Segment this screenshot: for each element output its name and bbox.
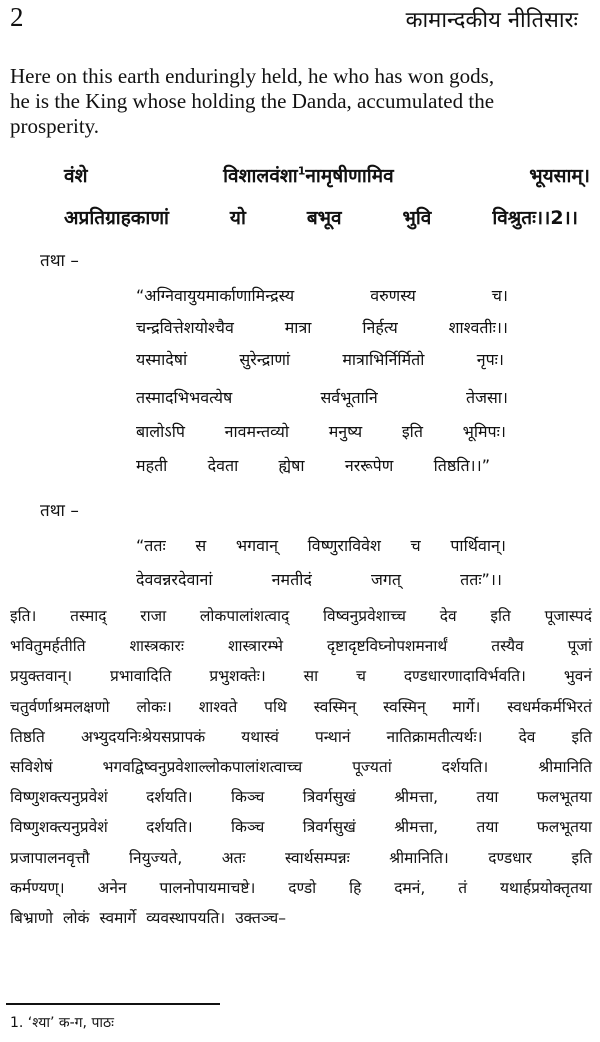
- quote-word: विष्णुराविवेश: [307, 536, 381, 555]
- quote-word: नावमन्तव्यो: [224, 422, 290, 441]
- commentary-word: विष्णुशक्त्यनुप्रवेशं: [10, 818, 108, 837]
- commentary-word: दर्शयति।: [146, 788, 193, 807]
- commentary-line: [10, 902, 592, 932]
- commentary-word: श्रीमानिति: [538, 758, 592, 777]
- commentary-word: इति: [571, 848, 592, 867]
- verse-line-1: [64, 162, 590, 188]
- commentary-word: तया: [476, 818, 499, 837]
- commentary-word: लोकं: [63, 908, 90, 927]
- commentary-word: तिष्ठति: [10, 727, 45, 746]
- quote-line: [136, 316, 508, 338]
- commentary-word: दण्डो: [288, 878, 317, 897]
- quote-word: ह्येषा: [278, 456, 305, 475]
- commentary-word: पथि: [264, 697, 287, 716]
- commentary-word: दण्डधारणादाविर्भवति।: [403, 667, 526, 686]
- quote-word: देववन्नरदेवानां: [136, 570, 213, 589]
- quote-word: तस्मादभिभवत्येष: [136, 388, 233, 407]
- quote-word: बालोऽपि: [136, 422, 185, 441]
- commentary-word: शाश्वते: [198, 697, 238, 716]
- commentary-word: अनेन: [97, 878, 127, 897]
- running-head: कामान्दकीय नीतिसारः: [405, 8, 578, 33]
- commentary-word: अतः: [221, 848, 246, 867]
- commentary-word: भगवद्विष्वनुप्रवेशाल्लोकपालांशत्वाच्च: [102, 758, 303, 777]
- commentary-word: प्रजापालनवृत्तौ: [10, 848, 90, 867]
- commentary-word: सविशेषं: [10, 758, 53, 777]
- commentary-word: देव: [439, 607, 457, 626]
- quote-line: [136, 534, 506, 556]
- quote-word: निर्हत्य: [362, 318, 398, 337]
- commentary-line: [10, 872, 592, 902]
- quote-line: [136, 348, 504, 370]
- commentary-word: भुवनं: [563, 667, 592, 686]
- quote-word: तिष्ठति।।”: [433, 456, 490, 475]
- verse-word: यो: [229, 207, 246, 229]
- commentary-word: देव: [518, 727, 536, 746]
- quote-word: वरुणस्य: [370, 286, 416, 305]
- commentary-word: तं: [458, 878, 468, 897]
- commentary-word: किञ्च: [231, 818, 265, 837]
- commentary-line: [10, 691, 592, 721]
- page-header: [0, 0, 600, 44]
- english-line: prosperity.: [10, 114, 100, 138]
- commentary-word: तया: [476, 788, 499, 807]
- quote-word: “अग्निवायुयमार्काणामिन्द्रस्य: [136, 286, 295, 305]
- quote-word: यस्मादेषां: [136, 350, 188, 369]
- commentary-word: विष्णुशक्त्यनुप्रवेशं: [10, 788, 108, 807]
- commentary-word: भवितुमर्हतीति: [10, 637, 86, 656]
- commentary-word: यथार्हप्रयोक्तृतया: [499, 878, 592, 897]
- quote-word: “ततः: [136, 536, 166, 555]
- quote-word: च: [410, 536, 421, 555]
- commentary-word: मार्गे।: [452, 697, 481, 716]
- commentary-word: लोकपालांशत्वाद्: [199, 607, 290, 626]
- quote-word: मात्रा: [284, 318, 312, 337]
- commentary-word: इति: [571, 727, 592, 746]
- verse-word-part: विशालवंशा: [223, 165, 298, 187]
- commentary-word: च: [356, 667, 366, 686]
- verse-line-2: [64, 204, 578, 230]
- commentary-line: [10, 842, 592, 872]
- tatha-label: तथा –: [40, 501, 79, 521]
- commentary-word: दण्डधार: [488, 848, 533, 867]
- commentary-line: [10, 811, 592, 841]
- commentary-word: प्रभुशक्तेः।: [209, 667, 266, 686]
- commentary-word: स्वस्मिन्: [383, 697, 426, 716]
- commentary-word: फलभूतया: [536, 788, 592, 807]
- commentary-word: इति: [490, 607, 511, 626]
- quote-line: [136, 386, 508, 408]
- verse-word: वंशे: [64, 165, 88, 187]
- quote-word: भगवान्: [235, 536, 279, 555]
- quote-word: नृपः।: [476, 350, 504, 369]
- commentary-word: सा: [303, 667, 319, 686]
- quote-word: शाश्वतीः।।: [448, 318, 508, 337]
- commentary-word: त्रिवर्गसुखं: [302, 818, 356, 837]
- quote-line: [136, 568, 502, 590]
- commentary-word: नातिक्रामतीत्यर्थः।: [386, 727, 483, 746]
- commentary-word: स्वार्थसम्पन्नः: [284, 848, 350, 867]
- verse-word: भुवि: [402, 207, 432, 229]
- quote-word: सुरेन्द्राणां: [239, 350, 291, 369]
- quote-word: पार्थिवान्।: [450, 536, 506, 555]
- commentary-word: व्यवस्थापयति।: [146, 908, 226, 927]
- commentary-word: तस्यैव: [491, 637, 524, 656]
- commentary-word: हि: [349, 878, 362, 897]
- commentary-word: अभ्युदयनिःश्रेयसप्रापकं: [80, 727, 206, 746]
- commentary-word: दर्शयति।: [146, 818, 193, 837]
- commentary-line: [10, 751, 592, 781]
- footnote-marker: 1: [297, 164, 306, 178]
- commentary-word: श्रीमानिति।: [389, 848, 449, 867]
- footnote: 1. ‘श्या’ क-ग, पाठः: [10, 1015, 114, 1031]
- commentary-word: नियुज्यते,: [129, 848, 183, 867]
- tatha-label: तथा –: [40, 251, 79, 271]
- commentary-word: तस्माद्: [70, 607, 107, 626]
- commentary-word: लोकः।: [136, 697, 172, 716]
- commentary-word: पूजास्पदं: [544, 607, 592, 626]
- quote-word: मनुष्य: [328, 422, 363, 441]
- commentary-word: फलभूतया: [536, 818, 592, 837]
- commentary-word: श्रीमत्ता,: [394, 818, 439, 837]
- commentary-word: इति।: [10, 607, 37, 626]
- quote-word: सर्वभूतानि: [320, 388, 378, 407]
- quote-word: नमतीदं: [271, 570, 312, 589]
- english-line: Here on this earth enduringly held, he who has won gods,: [10, 64, 495, 88]
- quote-word: चन्द्रवित्तेशयोश्चैव: [136, 318, 234, 337]
- commentary-line: [10, 600, 592, 630]
- verse-word: [223, 162, 394, 188]
- commentary-word: किञ्च: [231, 788, 265, 807]
- commentary-word: दमनं,: [394, 878, 426, 897]
- verse-word: अप्रतिग्राहकाणां: [64, 207, 169, 229]
- commentary-line: [10, 630, 592, 660]
- commentary-word: शास्त्रकारः: [129, 637, 185, 656]
- quote-word: मात्राभिर्निर्मितो: [342, 350, 425, 369]
- quote-line: [136, 284, 508, 306]
- quote-line: [136, 420, 506, 442]
- commentary-word: विष्वनुप्रवेशाच्च: [322, 607, 406, 626]
- verse-word: बभूव: [306, 207, 342, 229]
- verse-word-part: नामृषीणामिव: [305, 165, 394, 187]
- commentary-word: उक्तञ्च–: [235, 908, 286, 927]
- commentary-word: पूजां: [567, 637, 592, 656]
- quote-line: [136, 454, 490, 476]
- commentary-word: स्वस्मिन्: [313, 697, 357, 716]
- commentary-line: [10, 660, 592, 690]
- verse-word: विश्रुतः।।2।।: [492, 207, 578, 229]
- commentary-word: त्रिवर्गसुखं: [302, 788, 356, 807]
- quote-word: जगत्: [370, 570, 401, 589]
- commentary-word: स्वधर्मकर्मभिरतं: [507, 697, 592, 716]
- commentary-word: पूज्यतां: [352, 758, 392, 777]
- commentary-word: शास्त्रारम्भे: [227, 637, 283, 656]
- commentary-word: पालनोपायमाचष्टे।: [159, 878, 256, 897]
- quote-word: ततः”।।: [460, 570, 502, 589]
- commentary-word: चतुर्वर्णाश्रमलक्षणो: [10, 697, 110, 716]
- commentary-word: स्वमार्गे: [99, 908, 137, 927]
- commentary-word: कर्मण्यण्।: [10, 878, 65, 897]
- quote-word: देवता: [207, 456, 239, 475]
- english-line: he is the King whose holding the Danda, accumulated the: [10, 89, 495, 113]
- quote-word: नररूपेण: [344, 456, 394, 475]
- quote-word: इति: [401, 422, 423, 441]
- quote-word: च।: [491, 286, 508, 305]
- page-number: 2: [10, 2, 24, 32]
- quote-word: भूमिपः।: [462, 422, 506, 441]
- quote-word: महती: [136, 456, 168, 475]
- commentary-word: राजा: [140, 607, 167, 626]
- commentary-word: प्रभावादिति: [109, 667, 172, 686]
- commentary-word: प्रयुक्तवान्।: [10, 667, 73, 686]
- commentary-line: [10, 781, 592, 811]
- commentary-line: [10, 721, 592, 751]
- quote-word: स: [195, 536, 207, 555]
- commentary-paragraph: [10, 600, 592, 932]
- commentary-word: यथास्वं: [241, 727, 279, 746]
- footnote-rule: [6, 1003, 220, 1005]
- commentary-word: श्रीमत्ता,: [394, 788, 439, 807]
- commentary-word: पन्थानं: [314, 727, 351, 746]
- commentary-word: दृष्टादृष्टविघ्नोपशमनार्थं: [326, 637, 448, 656]
- quote-word: तेजसा।: [465, 388, 508, 407]
- commentary-word: दर्शयति।: [441, 758, 489, 777]
- english-translation: [10, 64, 590, 139]
- verse-word: भूयसाम्।: [529, 165, 590, 187]
- commentary-word: बिभ्राणो: [10, 908, 53, 927]
